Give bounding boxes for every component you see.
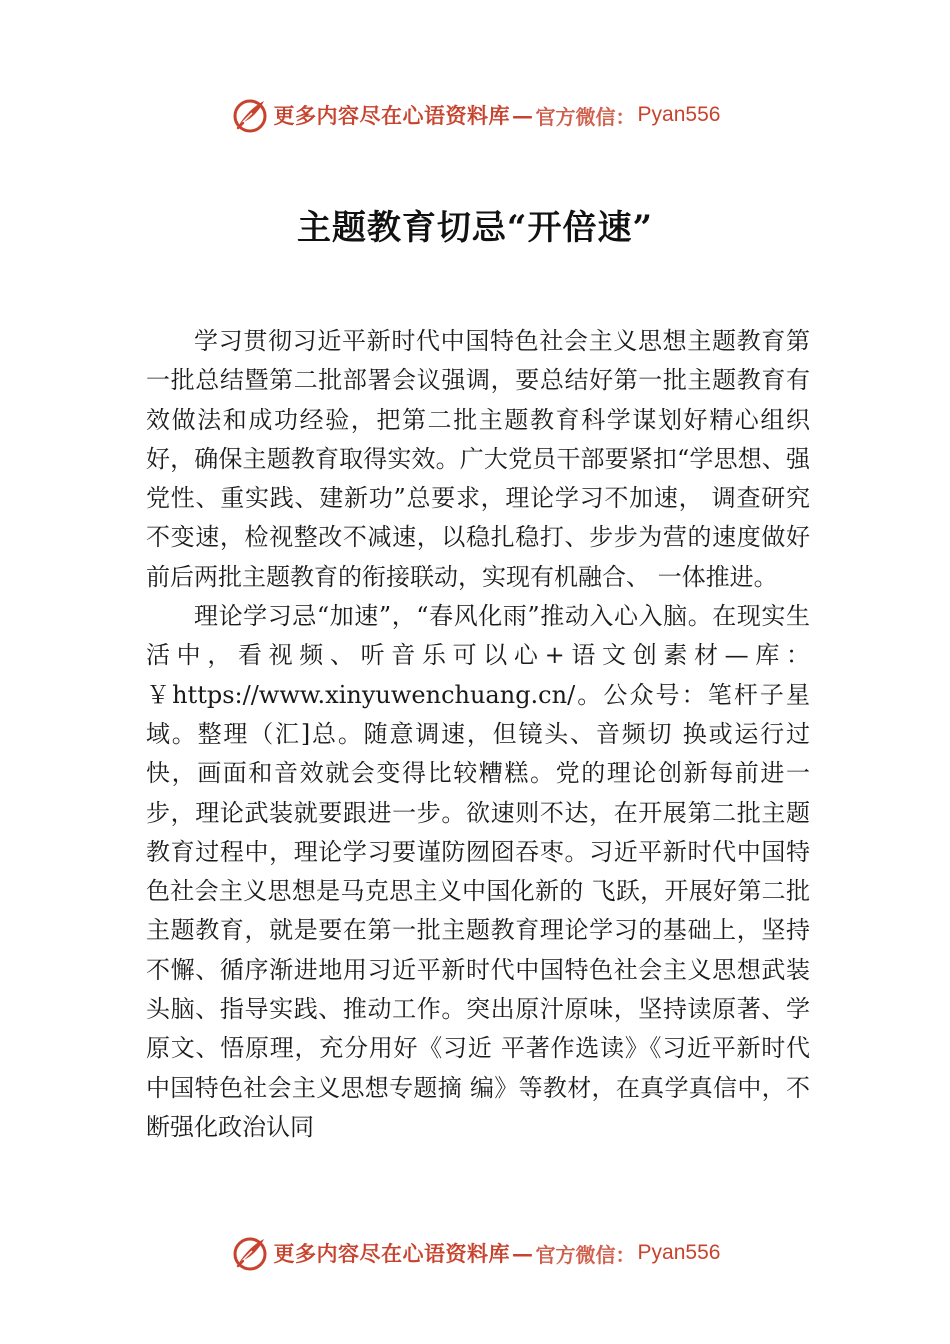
- watermark-site-text: 更多内容尽在心语资料库: [273, 103, 511, 128]
- feather-pen-circle-icon: [230, 95, 270, 135]
- watermark-separator: —: [512, 102, 534, 128]
- watermark-official-label: 官方微信：: [535, 104, 636, 129]
- watermark-site-text: 更多内容尽在心语资料库: [273, 1241, 511, 1266]
- paragraph: 理论学习忌“加速”，“春风化雨”推动入心入脑。在现实生活中，看视频、听音乐可以心+语文创素材—库：￥https://www.xinyuwenchuang.cn/。公众号：笔杆子星域。整理（汇]总。随意调速，但镜头、音频切 换或运行过快，画面和音效就会变得比较糟糕。党的理论创新每前进一步，理论武装就要跟进一步。欲速则不达，在开展第二批主题教育过程中，理论学习要谨防囫囵吞枣。习近平新时代中国特色社会主义思想是马克思主义中国化新的 飞跃，开展好第二批主题教育，就是要在第一批主题教育理论学习的基础上，坚持不懈、循序渐进地用习近平新时代中国特色社会主义思想武装头脑、指导实践、推动工作。突出原汁原味，坚持读原著、学原文、悟原理，充分用好《习近 平著作选读》《习近平新时代中国特色社会主义思想专题摘 编》等教材，在真学真信中，不断强化政治认同: [146, 602, 810, 1141]
- watermark-separator: —: [512, 1240, 534, 1266]
- watermark-official-label: 官方微信：: [535, 1242, 636, 1267]
- watermark-account: Pyan556: [637, 103, 721, 126]
- page-title: 主题教育切忌“开倍速”: [296, 208, 654, 248]
- header-watermark: [0, 90, 950, 140]
- document-body: [146, 322, 810, 1147]
- feather-pen-circle-icon: [230, 1233, 270, 1273]
- watermark-account: Pyan556: [637, 1241, 721, 1264]
- footer-watermark: [0, 1228, 950, 1278]
- paragraph: 学习贯彻习近平新时代中国特色社会主义思想主题教育第一批总结暨第二批部署会议强调，要总结好第一批主题教育有效做法和成功经验，把第二批主题教育科学谋划好精心组织好，确保主题教育取得实效。广大党员干部要紧扣“学思想、强党性、重实践、建新功”总要求，理论学习不加速， 调查研究不变速，检视整改不减速，以稳扎稳打、步步为营的速度做好前后两批主题教育的衔接联动，实现有机融合、 一体推进。: [146, 327, 810, 591]
